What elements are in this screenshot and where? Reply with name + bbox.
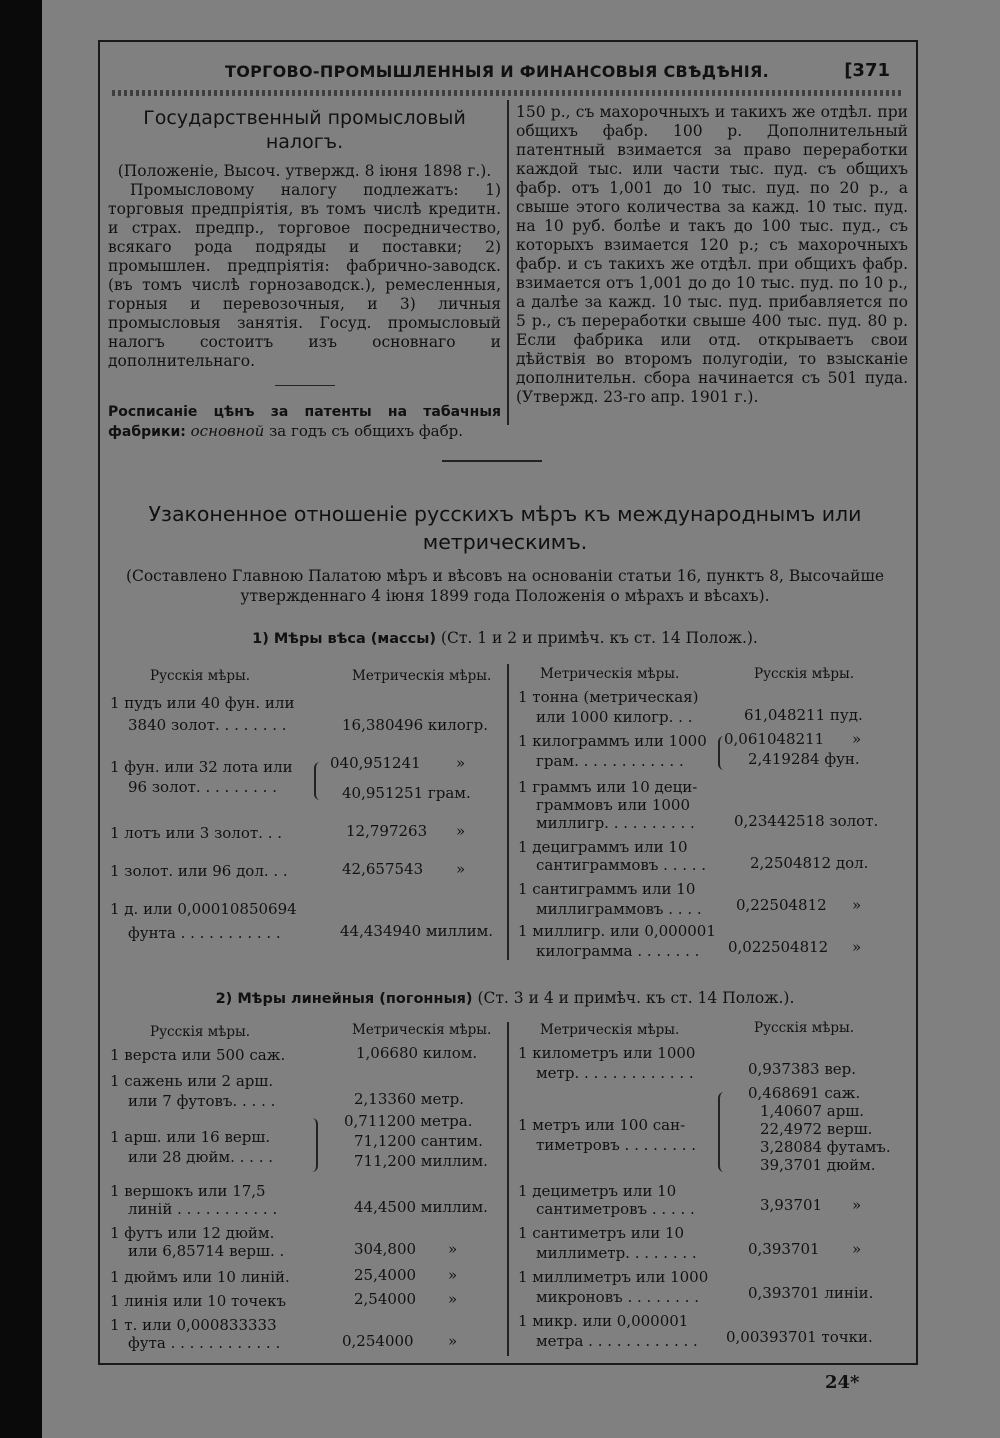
linear-right-label: тиметровъ . . . . . . . .	[536, 1136, 697, 1154]
linear-left-value: 2,54000	[354, 1290, 417, 1308]
weight-right-value: 2,419284 фун.	[748, 750, 860, 768]
weight-left-value: 12,797263	[346, 822, 428, 840]
linear-left-label: линій . . . . . . . . . . .	[128, 1200, 278, 1218]
weight-left-label: 1 золот. или 96 дол. . .	[110, 862, 288, 880]
tax-section-body: Промысловому налогу подлежатъ: 1) торговыя предпріятія, въ томъ числѣ кредитн. и страх. предпр., торговое посредничество, всякаго рода подряды и поставки; 2) промышлен. предпріятія: фабрично-заводск. (въ томъ числѣ горнозаводск.), ремесленныя, горныя и перевозочныя, и 3) личныя промысловыя занятія. Госуд. промысловый налогъ состоитъ изъ основнаго и дополнительнаго.	[108, 181, 501, 370]
linear-right-label: сантиметровъ . . . . .	[536, 1200, 695, 1218]
weight-right-value: 2,2504812 дол.	[750, 854, 869, 872]
linear-left-value: 0,711200 метра.	[344, 1112, 473, 1130]
weight-left-label: 1 лотъ или 3 золот. . .	[110, 824, 282, 842]
linear-left-value: 0,254000	[342, 1332, 414, 1350]
linear-right-value: 1,40607 арш.	[760, 1102, 865, 1120]
linear-left-unit: »	[448, 1332, 458, 1350]
weight-right-unit: »	[852, 896, 862, 914]
weight-right-label: 1 граммъ или 10 деци-	[518, 778, 698, 796]
weight-left-value: 42,657543	[342, 860, 424, 878]
section-separator-rule	[442, 460, 542, 462]
weight-right-label: 1 дециграммъ или 10	[518, 838, 688, 856]
linear-right-label: миллиметр. . . . . . . .	[536, 1244, 697, 1262]
weight-left-unit: »	[456, 754, 466, 772]
weight-right-value: 0,22504812	[736, 896, 827, 914]
linear-right-label: метр. . . . . . . . . . . . .	[536, 1064, 694, 1082]
left-column	[108, 106, 501, 442]
linear-left-label: 1 т. или 0,000833333	[110, 1316, 277, 1334]
linear-left-label: 1 сажень или 2 арш.	[110, 1072, 274, 1090]
linear-left-label: фута . . . . . . . . . . . .	[128, 1334, 281, 1352]
weight-right-value: 0,061048211	[724, 730, 825, 748]
weight-right-label: граммовъ или 1000	[536, 796, 690, 814]
scan-left-edge	[0, 0, 42, 1438]
header-title: ТОРГОВО-ПРОМЫШЛЕННЫЯ И ФИНАНСОВЫЯ СВѢДѢНІЯ.	[225, 62, 770, 81]
weight-left-brace	[314, 762, 322, 800]
linear-right-value: 3,28084 футамъ.	[760, 1138, 891, 1156]
weight-left-label: 1 д. или 0,00010850694	[110, 900, 297, 918]
weight-right-label: килограмма . . . . . . .	[536, 942, 700, 960]
linear-left-head-metric: Метрическія мѣры.	[352, 1022, 492, 1038]
short-rule	[275, 385, 335, 386]
linear-right-value: 22,4972 верш.	[760, 1120, 873, 1138]
linear-left-brace	[310, 1118, 318, 1172]
linear-left-unit: »	[448, 1240, 458, 1258]
header-wavy-rule	[112, 90, 902, 96]
weight-right-value: 0,022504812	[728, 938, 829, 956]
linear-left-unit: »	[448, 1266, 458, 1284]
linear-left-value: 2,13360 метр.	[354, 1090, 465, 1108]
linear-right-label: 1 сантиметръ или 10	[518, 1224, 685, 1242]
weight-left-head-russian: Русскія мѣры.	[150, 668, 251, 684]
measures-title: Узаконенное отношеніе русскихъ мѣръ къ международнымъ или метрическимъ.	[148, 502, 862, 554]
weight-table-divider	[507, 664, 509, 960]
linear-right-label: микроновъ . . . . . . . .	[536, 1288, 699, 1306]
weight-heading-rest: (Ст. 1 и 2 и примѣч. къ ст. 14 Полож.).	[440, 629, 758, 647]
weight-right-label: 1 сантиграммъ или 10	[518, 880, 696, 898]
weight-left-unit: »	[456, 822, 466, 840]
right-column	[516, 103, 908, 407]
linear-right-unit: »	[852, 1196, 862, 1214]
linear-left-value: 304,800	[354, 1240, 417, 1258]
linear-right-unit: »	[852, 1240, 862, 1258]
weight-left-label: 1 пудъ или 40 фун. или	[110, 694, 295, 712]
linear-right-value: 0,468691 саж.	[748, 1084, 861, 1102]
right-column-text: 150 р., съ махорочныхъ и такихъ же отдѣл. при общихъ фабр. 100 р. Дополнительный патентный взимается за право переработки каждой тыс. или части тыс. пуд. съ общихъ фабр. отъ 1,001 до 10 тыс. пуд. по 20 р., а свыше этого количества за кажд. 10 тыс. пуд. на 10 руб. болѣе и такъ до 100 тыс. пуд., съ которыхъ взимается 120 р.; съ махорочныхъ фабр. и съ такихъ же отдѣл. при общихъ фабр. взимается отъ 1,001 до до 10 тыс. пуд. по 10 р., а далѣе за кажд. 10 тыс. пуд. прибавляется по 5 р., съ переработки свыше 400 тыс. пуд. 80 р. Если фабрика или отд. открываетъ свои дѣйствія во второмъ полугодіи, то взысканіе дополнительн. сбора начинается съ 501 пуда. (Утвержд. 23-го апр. 1901 г.).	[516, 103, 908, 406]
linear-left-label: или 28 дюйм. . . . .	[128, 1148, 274, 1166]
running-header	[110, 58, 900, 86]
weight-left-value: 44,434940 миллим.	[340, 922, 494, 940]
linear-heading-rest: (Ст. 3 и 4 и примѣч. къ ст. 14 Полож.).	[477, 989, 795, 1007]
weight-left-value: 16,380496 килогр.	[342, 716, 489, 734]
column-divider	[507, 100, 509, 425]
header-page-number: [371	[844, 60, 890, 81]
linear-right-value: 0,00393701 точки.	[726, 1328, 873, 1346]
weight-right-label: 1 миллигр. или 0,000001	[518, 922, 716, 940]
weight-right-label: сантиграммовъ . . . . .	[536, 856, 707, 874]
linear-right-value: 39,3701 дюйм.	[760, 1156, 876, 1174]
weight-left-value: 040,951241	[330, 754, 421, 772]
tax-section-note: (Положеніе, Высоч. утвержд. 8 іюня 1898 г.).	[117, 162, 492, 180]
weight-section-heading	[100, 628, 910, 649]
weight-right-head-metric: Метрическія мѣры.	[540, 666, 680, 682]
linear-left-label: или 7 футовъ. . . . .	[128, 1092, 276, 1110]
weight-right-label: грам. . . . . . . . . . . .	[536, 752, 684, 770]
linear-left-value: 71,1200 сантим.	[354, 1132, 483, 1150]
weight-right-label: 1 тонна (метрическая)	[518, 688, 699, 706]
weight-right-unit: »	[852, 730, 862, 748]
footer-signature: 24*	[825, 1372, 860, 1393]
linear-left-value: 1,06680 килом.	[356, 1044, 478, 1062]
linear-left-label: 1 дюймъ или 10 линій.	[110, 1268, 290, 1286]
weight-left-value: 40,951251 грам.	[342, 784, 471, 802]
linear-left-label: 1 футъ или 12 дюйм.	[110, 1224, 275, 1242]
linear-right-head-russian: Русскія мѣры.	[754, 1020, 855, 1036]
tariff-italic-word: основной	[190, 422, 265, 440]
linear-left-label: или 6,85714 верш. .	[128, 1242, 285, 1260]
linear-right-value: 0,937383 вер.	[748, 1060, 857, 1078]
weight-left-head-metric: Метрическія мѣры.	[352, 668, 492, 684]
weight-left-label: 96 золот. . . . . . . . .	[128, 778, 277, 796]
weight-left-label: 1 фун. или 32 лота или	[110, 758, 293, 776]
linear-left-label: 1 линія или 10 точекъ	[110, 1292, 287, 1310]
weight-right-label: миллигр. . . . . . . . . .	[536, 814, 695, 832]
measures-note: (Составлено Главною Палатою мѣръ и вѣсовъ на основаніи статьи 16, пунктъ 8, Высочайше утвержденнаго 4 іюня 1899 года Положенія о мѣрахъ и вѣсахъ).	[125, 567, 885, 605]
linear-right-label: 1 микр. или 0,000001	[518, 1312, 689, 1330]
tariff-rest: за годъ съ общихъ фабр.	[269, 422, 463, 440]
linear-left-label: 1 арш. или 16 верш.	[110, 1128, 271, 1146]
linear-right-value: 3,93701	[760, 1196, 823, 1214]
linear-right-value: 0,393701	[748, 1240, 820, 1258]
weight-right-value: 61,048211 пуд.	[744, 706, 863, 724]
linear-right-brace	[718, 1092, 726, 1172]
weight-left-label: 3840 золот. . . . . . . .	[128, 716, 287, 734]
weight-right-value: 0,23442518 золот.	[734, 812, 879, 830]
linear-left-label: 1 вершокъ или 17,5	[110, 1182, 266, 1200]
linear-right-label: 1 дециметръ или 10	[518, 1182, 677, 1200]
linear-right-head-metric: Метрическія мѣры.	[540, 1022, 680, 1038]
weight-right-unit: »	[852, 938, 862, 956]
weight-right-label: миллиграммовъ . . . .	[536, 900, 702, 918]
linear-left-value: 25,4000	[354, 1266, 417, 1284]
linear-left-head-russian: Русскія мѣры.	[150, 1024, 251, 1040]
tax-section-title: Государственный промысловый налогъ.	[143, 107, 466, 153]
linear-right-label: метра . . . . . . . . . . . .	[536, 1332, 698, 1350]
linear-left-value: 44,4500 миллим.	[354, 1198, 488, 1216]
linear-left-unit: »	[448, 1290, 458, 1308]
linear-right-label: 1 километръ или 1000	[518, 1044, 696, 1062]
linear-right-label: 1 миллиметръ или 1000	[518, 1268, 709, 1286]
weight-right-label: 1 килограммъ или 1000	[518, 732, 707, 750]
tariff-paragraph	[108, 402, 501, 442]
linear-right-value: 0,393701 линіи.	[748, 1284, 874, 1302]
weight-heading-bold: 1) Мѣры вѣса (массы)	[252, 631, 436, 647]
linear-right-label: 1 метръ или 100 сан-	[518, 1116, 686, 1134]
linear-left-label: 1 верста или 500 саж.	[110, 1046, 286, 1064]
tariff-heading: Росписаніе цѣнъ за патенты на табачныя фабрики:	[108, 404, 501, 440]
linear-heading-bold: 2) Мѣры линейныя (погонныя)	[215, 991, 473, 1007]
weight-right-label: или 1000 килогр. . .	[536, 708, 693, 726]
linear-table-divider	[507, 1022, 509, 1356]
weight-right-head-russian: Русскія мѣры.	[754, 666, 855, 682]
linear-left-value: 711,200 миллим.	[354, 1152, 488, 1170]
weight-left-label: фунта . . . . . . . . . . .	[128, 924, 281, 942]
linear-section-heading	[100, 988, 910, 1009]
weight-left-unit: »	[456, 860, 466, 878]
